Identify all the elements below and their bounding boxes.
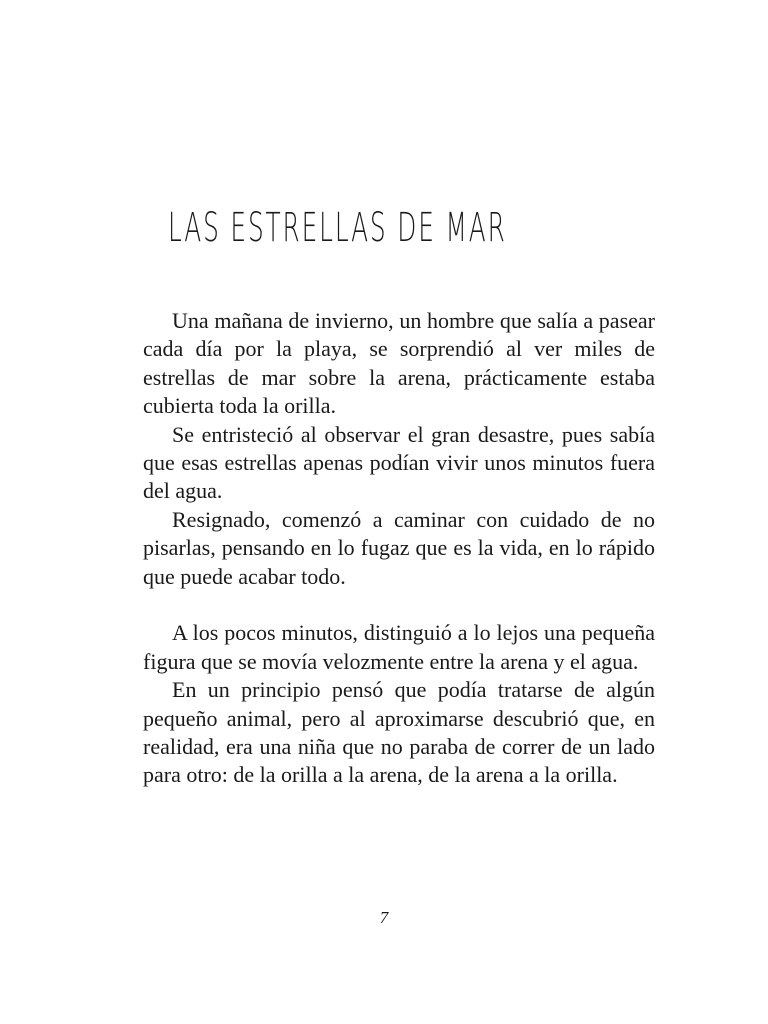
paragraph: Resignado, comenzó a caminar con cuidado de no pisarlas, pensando en lo fugaz que es la vida, en lo rápido que puede acabar todo. [143, 506, 655, 589]
paragraph: En un principio pensó que podía tratarse de algún pequeño animal, pero al aproximarse descubrió que, en realidad, era una niña que no paraba de correr de un lado para otro: de la orilla a la arena, de la arena a la orilla. [143, 677, 655, 788]
paragraph: A los pocos minutos, distinguió a lo lejos una pequeña figura que se movía velozmente entre la arena y el agua. [143, 620, 655, 674]
body-text [143, 307, 655, 790]
paragraph-gap [143, 591, 655, 619]
chapter-title: LAS ESTRELLAS DE MAR [168, 205, 507, 251]
page-number: 7 [379, 908, 389, 927]
paragraph: Una mañana de invierno, un hombre que salía a pasear cada día por la playa, se sorprendió al ver miles de estrellas de mar sobre la arena, prácticamente estaba cubierta toda la orilla. [143, 308, 655, 419]
paragraph: Se entristeció al observar el gran desastre, pues sabía que esas estrellas apenas podían vivir unos minutos fuera del agua. [143, 421, 655, 504]
